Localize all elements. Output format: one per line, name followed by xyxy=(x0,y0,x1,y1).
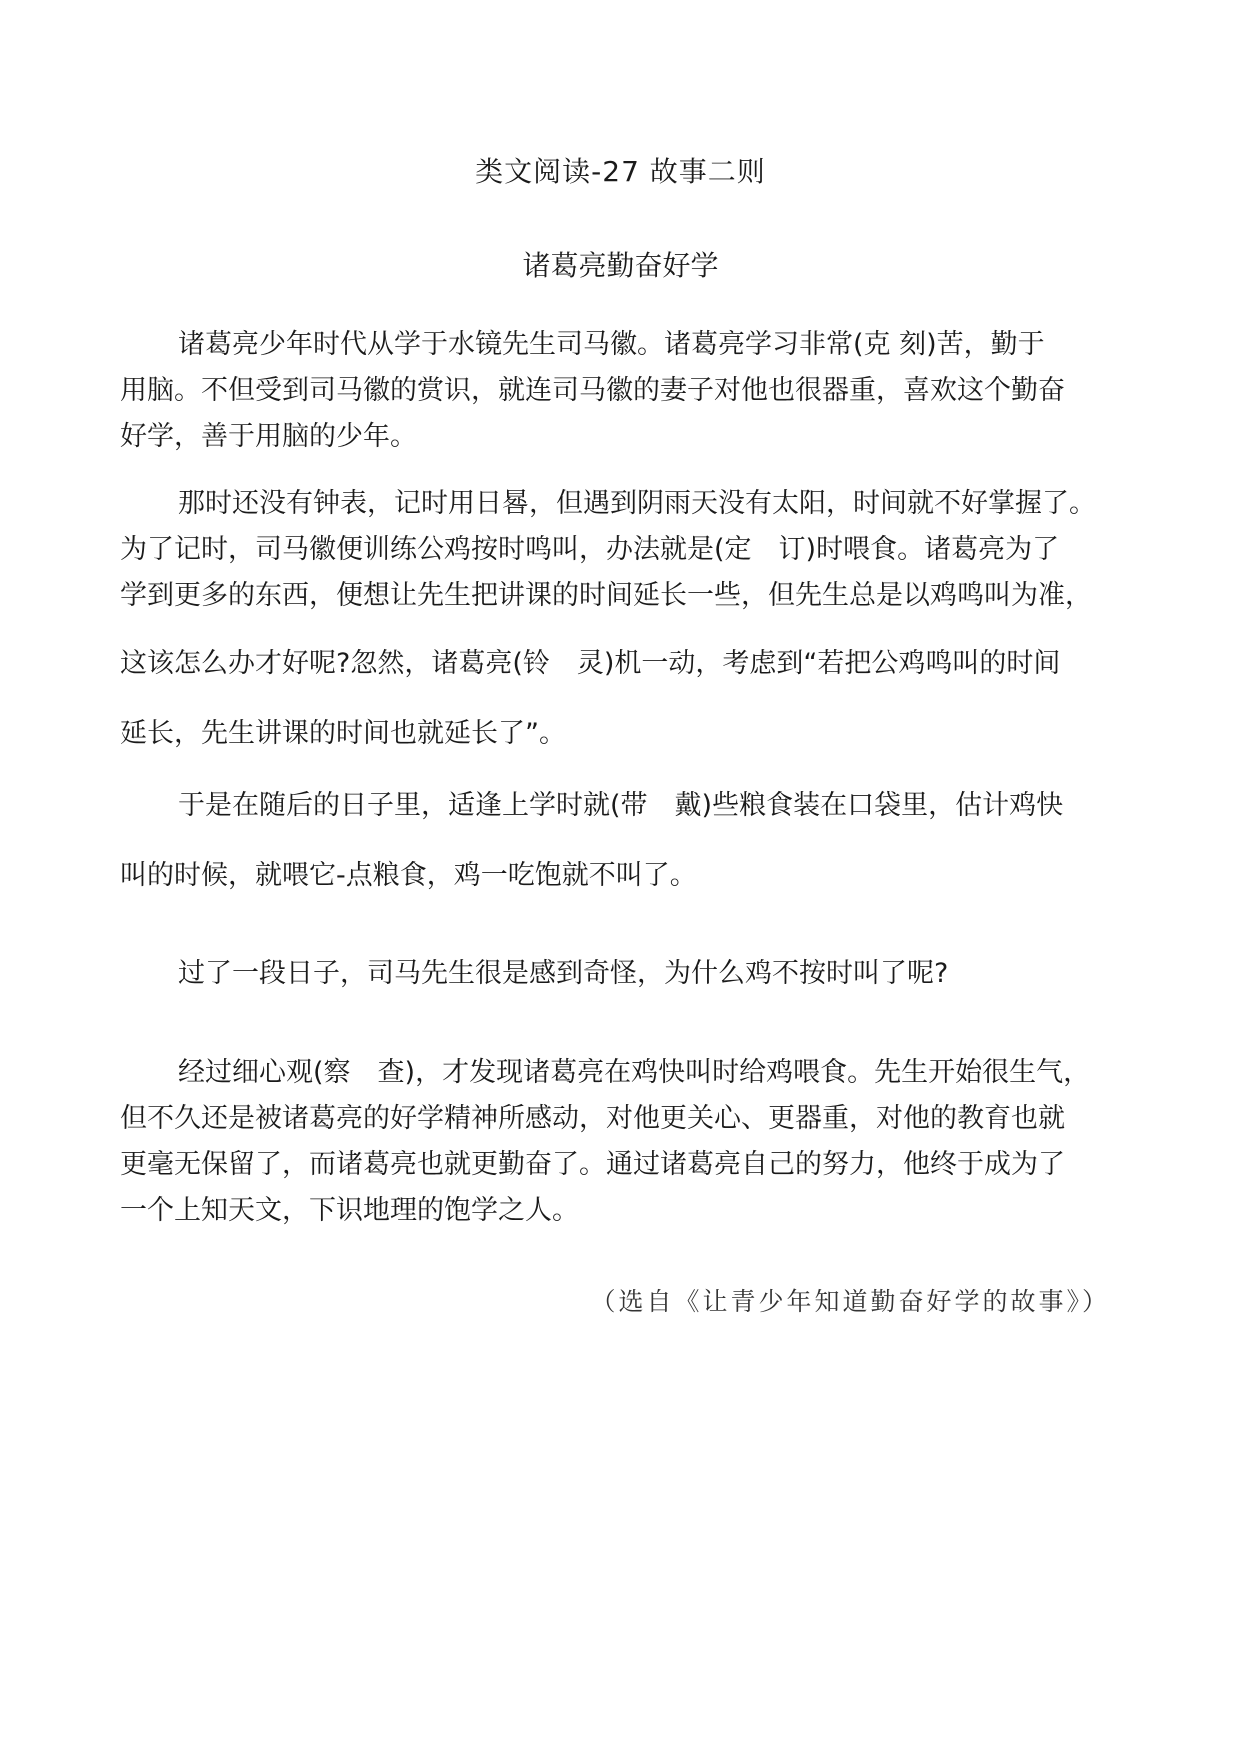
paragraph-1 xyxy=(120,322,1130,460)
paragraph-line: 但不久还是被诸葛亮的好学精神所感动，对他更关心、更器重，对他的教育也就 xyxy=(120,1103,1065,1134)
document-title: 类文阅读-27 故事二则 xyxy=(475,155,766,188)
paragraph-line: 叫的时候，就喂它-点粮食，鸡一吃饱就不叫了。 xyxy=(120,860,697,891)
paragraph-line: 这该怎么办才好呢?忽然，诸葛亮(铃 灵)机一动，考虑到“若把公鸡鸣叫的时间 xyxy=(120,648,1061,679)
paragraph-line: 更毫无保留了，而诸葛亮也就更勤奋了。通过诸葛亮自己的努力，他终于成为了 xyxy=(120,1149,1065,1180)
paragraph-line: 那时还没有钟表，记时用日晷，但遇到阴雨天没有太阳，时间就不好掌握了。 xyxy=(178,488,1096,519)
source-citation: （选自《让青少年知道勤奋好学的故事》） xyxy=(590,1287,1110,1316)
paragraph-5 xyxy=(120,1050,1130,1234)
paragraph-2 xyxy=(120,481,1130,757)
paragraph-line: 诸葛亮少年时代从学于水镜先生司马徽。诸葛亮学习非常(克 刻)苦，勤于 xyxy=(178,329,1045,360)
paragraph-4 xyxy=(120,951,1130,997)
paragraph-line: 好学，善于用脑的少年。 xyxy=(120,421,417,452)
paragraph-line: 一个上知天文，下识地理的饱学之人。 xyxy=(120,1195,579,1226)
paragraph-line: 用脑。不但受到司马徽的赏识，就连司马徽的妻子对他也很器重，喜欢这个勤奋 xyxy=(120,375,1065,406)
paragraph-line: 经过细心观(察 查)，才发现诸葛亮在鸡快叫时给鸡喂食。先生开始很生气， xyxy=(178,1057,1091,1088)
paragraph-3 xyxy=(120,783,1130,899)
paragraph-line: 过了一段日子，司马先生很是感到奇怪，为什么鸡不按时叫了呢? xyxy=(178,958,949,989)
paragraph-line: 学到更多的东西，便想让先生把讲课的时间延长一些，但先生总是以鸡鸣叫为准， xyxy=(120,580,1092,611)
paragraph-line: 于是在随后的日子里，适逢上学时就(带 戴)些粮食装在口袋里，估计鸡快 xyxy=(178,790,1064,821)
story-title: 诸葛亮勤奋好学 xyxy=(522,249,719,282)
paragraph-line: 延长，先生讲课的时间也就延长了”。 xyxy=(120,718,566,749)
paragraph-line: 为了记时，司马徽便训练公鸡按时鸣叫，办法就是(定 订)时喂食。诸葛亮为了 xyxy=(120,534,1060,565)
